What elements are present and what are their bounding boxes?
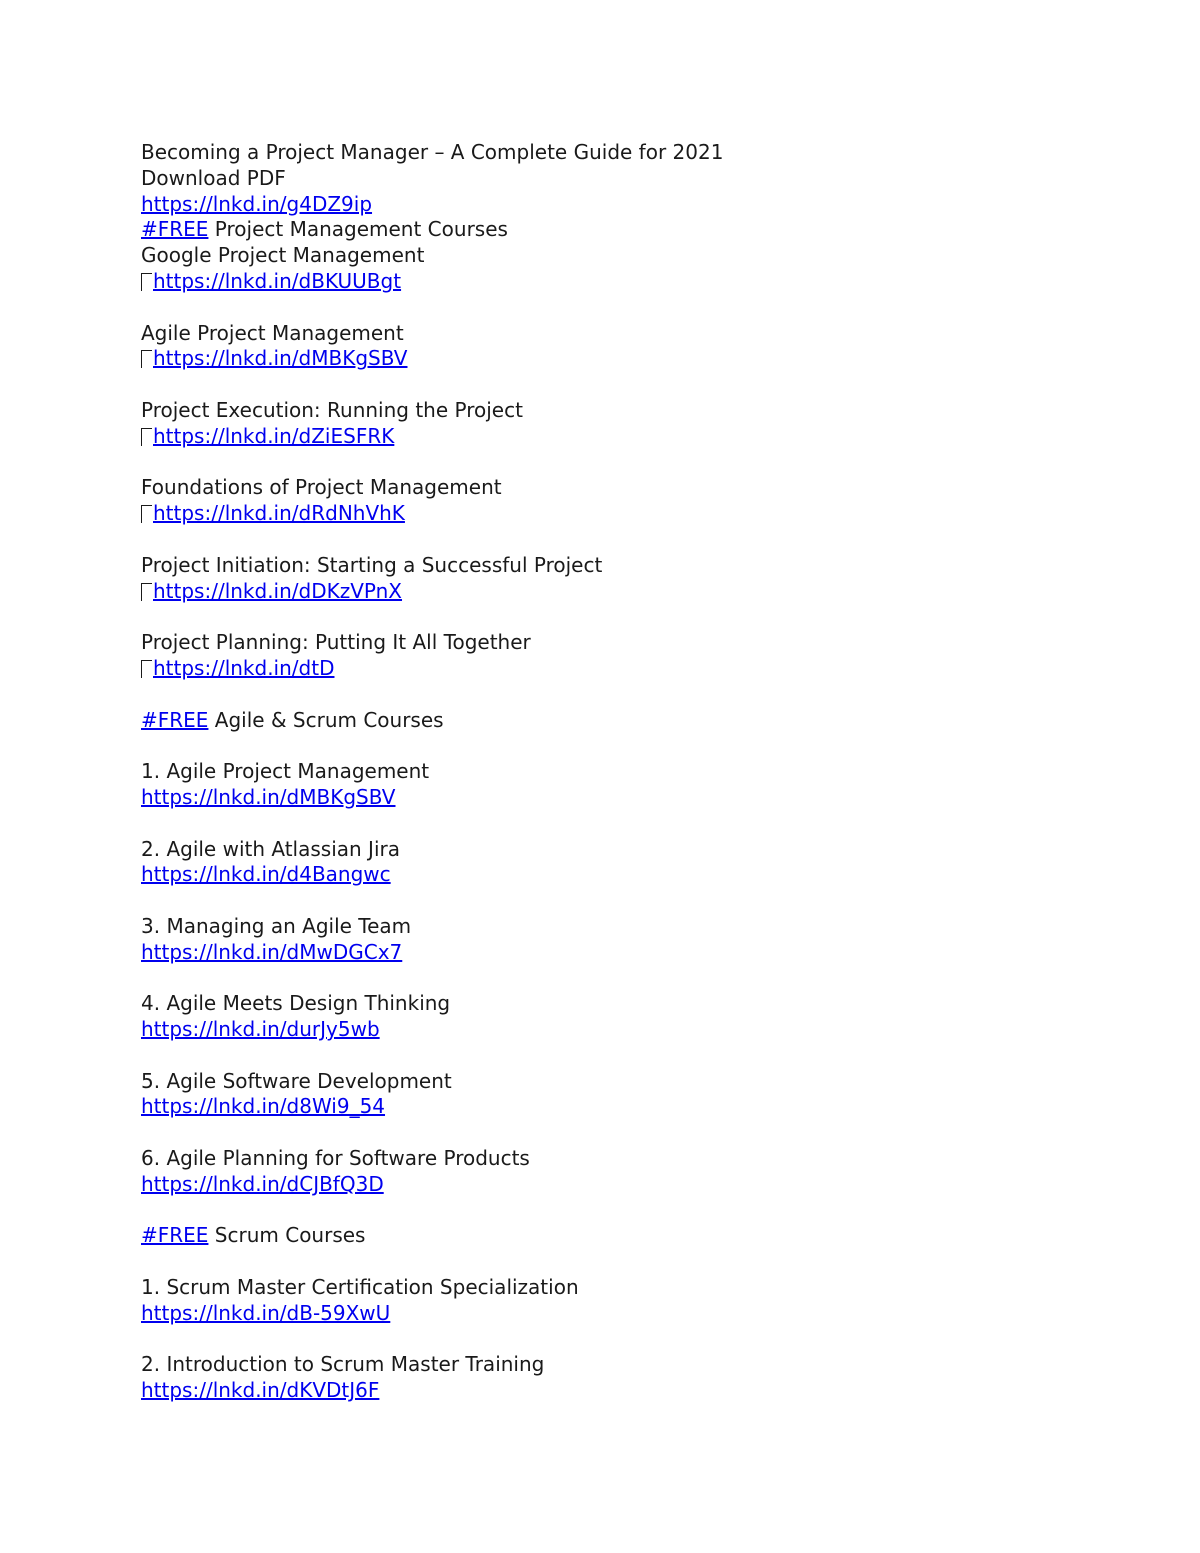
agile-course-link[interactable]: https://lnkd.in/dMBKgSBV — [141, 784, 396, 809]
agile-course-title: 2. Agile with Atlassian Jira — [141, 836, 400, 861]
pm-course-title: Foundations of Project Management — [141, 475, 502, 500]
agile-course-link[interactable]: https://lnkd.in/d8Wi9_54 — [141, 1094, 386, 1119]
pm-course-link[interactable]: https://lnkd.in/dtD — [153, 655, 335, 680]
scrum-course-link[interactable]: https://lnkd.in/dB-59XwU — [141, 1300, 391, 1325]
pm-course-link-row — [141, 579, 1101, 605]
agile-course-title: 4. Agile Meets Design Thinking — [141, 991, 451, 1016]
pm-course-link[interactable]: https://lnkd.in/dRdNhVhK — [153, 501, 405, 526]
agile-course-link[interactable]: https://lnkd.in/dCJBfQ3D — [141, 1171, 384, 1196]
pm-course-title: Project Execution: Running the Project — [141, 397, 523, 422]
pm-course-title: Project Initiation: Starting a Successful Project — [141, 552, 603, 577]
document-body — [141, 140, 1101, 1404]
bracket-glyph-icon — [141, 273, 152, 291]
agile-course-title: 3. Managing an Agile Team — [141, 913, 412, 938]
free-hashtag-link[interactable]: #FREE — [141, 707, 209, 732]
pm-course-link-row — [141, 501, 1101, 527]
agile-course-title: 6. Agile Planning for Software Products — [141, 1146, 530, 1171]
agile-course-link[interactable]: https://lnkd.in/dMwDGCx7 — [141, 939, 403, 964]
bracket-glyph-icon — [141, 505, 152, 523]
pm-course-link-row — [141, 346, 1101, 372]
agile-course-title: 1. Agile Project Management — [141, 759, 430, 784]
scrum-course-link[interactable]: https://lnkd.in/dKVDtJ6F — [141, 1378, 380, 1403]
agile-scrum-heading — [141, 708, 1101, 734]
agile-course-title: 5. Agile Software Development — [141, 1068, 452, 1093]
bracket-glyph-icon — [141, 350, 152, 368]
google-pm-heading: Google Project Management — [141, 243, 425, 268]
bracket-glyph-icon — [141, 428, 152, 446]
pm-course-link-row — [141, 656, 1101, 682]
pm-course-link[interactable]: https://lnkd.in/dZiESFRK — [153, 423, 395, 448]
pm-course-link-row — [141, 424, 1101, 450]
bracket-glyph-icon — [141, 583, 152, 601]
pm-course-title: Project Planning: Putting It All Together — [141, 630, 531, 655]
pm-course-title: Agile Project Management — [141, 320, 404, 345]
free-hashtag-link[interactable]: #FREE — [141, 1223, 209, 1248]
pm-course-link[interactable]: https://lnkd.in/dBKUUBgt — [153, 268, 402, 293]
agile-scrum-heading-text: Agile & Scrum Courses — [208, 707, 444, 732]
pm-course-link[interactable]: https://lnkd.in/dMBKgSBV — [153, 346, 408, 371]
pm-course-link-row — [141, 269, 1101, 295]
document-title: Becoming a Project Manager – A Complete Guide for 2021 — [141, 140, 724, 164]
pm-courses-heading-text: Project Management Courses — [208, 217, 508, 242]
pm-course-link[interactable]: https://lnkd.in/dDKzVPnX — [153, 578, 403, 603]
scrum-heading — [141, 1223, 1101, 1249]
agile-course-link[interactable]: https://lnkd.in/durJy5wb — [141, 1017, 380, 1042]
scrum-course-title: 2. Introduction to Scrum Master Training — [141, 1352, 545, 1377]
scrum-heading-text: Scrum Courses — [208, 1223, 366, 1248]
bracket-glyph-icon — [141, 660, 152, 678]
download-pdf-label: Download PDF — [141, 165, 286, 190]
pm-courses-heading — [141, 217, 1101, 243]
scrum-course-title: 1. Scrum Master Certification Specialization — [141, 1275, 579, 1300]
agile-course-link[interactable]: https://lnkd.in/d4Bangwc — [141, 862, 391, 887]
free-hashtag-link[interactable]: #FREE — [141, 217, 209, 242]
download-pdf-link[interactable]: https://lnkd.in/g4DZ9ip — [141, 191, 373, 216]
